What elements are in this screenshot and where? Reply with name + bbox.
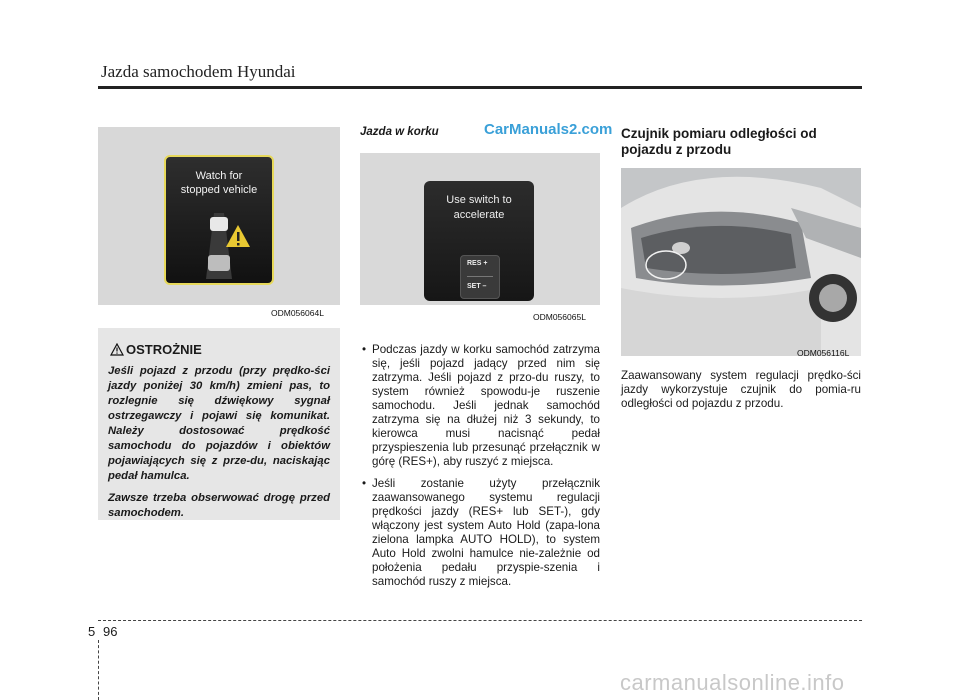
chapter-number: 5 <box>88 624 96 639</box>
body-paragraph: Zaawansowany system regulacji prędko-ści jazdy wykorzystuje czujnik do pomia-ru odległości od pojazdu z przodu. <box>621 369 861 410</box>
site-watermark: carmanualsonline.info <box>620 670 845 695</box>
header-rule <box>98 86 862 89</box>
list-item: • Podczas jazdy w korku samochód zatrzyma się, jeśli pojazd jadący przed nim się zatrzyma. Jeśli pojazd z przo-du ruszy, to system również spowodu-je ruszenie samochodu. Jeśli jednak samochód zatrzyma się na dłużej niż 3 sekundy, to kierowca musi nacisnąć pedał przyspieszenia lub przesunąć przełącznik w górę (RES+), aby ruszyć z miejsca. <box>360 343 600 469</box>
figure-stopped-vehicle <box>98 127 340 305</box>
footer-vertical-rule <box>98 640 99 700</box>
res-label: RES + <box>467 260 488 267</box>
cluster-screen <box>424 181 534 301</box>
vehicle-warning-icon <box>166 193 272 283</box>
figure-code: ODM056065L <box>533 312 586 322</box>
section-heading: Czujnik pomiaru odległości od pojazdu z przodu <box>621 126 817 157</box>
footer-rule <box>98 620 862 621</box>
watermark: CarManuals2.com <box>484 121 613 138</box>
figure-front-sensor <box>621 168 861 356</box>
cluster-screen-text: Watch for stopped vehicle <box>180 170 258 196</box>
warning-triangle-icon <box>110 343 124 356</box>
switch-divider <box>467 276 493 277</box>
figure-code: ODM056116L <box>797 348 850 358</box>
cluster-screen <box>164 155 274 285</box>
caution-body <box>108 364 330 528</box>
list-item: • Jeśli zostanie użyty przełącznik zaawansowanego systemu regulacji prędkości jazdy (RES+ lub SET-), gdy włączony jest system Auto Hold (zapa-lona zielona lampka AUTO HOLD), to system Auto Hold zwolni hamulce nie-zależnie od położenia pedału przyspie-szenia i samochód ruszy z miejsca. <box>360 477 600 589</box>
caution-paragraph: Zawsze trzeba obserwować drogę przed samochodem. <box>108 492 330 519</box>
figure-code: ODM056064L <box>271 308 324 318</box>
caution-heading: OSTROŻNIE <box>126 342 202 357</box>
res-set-switch-icon <box>460 255 500 299</box>
section-subheading: Jazda w korku <box>360 126 439 138</box>
car-front-illustration <box>621 168 861 356</box>
page-number: 96 <box>103 624 118 639</box>
bullet-list <box>360 343 600 597</box>
cluster-screen-text: Use switch to accelerate <box>446 194 512 221</box>
figure-accelerate-switch <box>360 153 600 305</box>
page-header-title: Jazda samochodem Hyundai <box>101 62 296 81</box>
set-label: SET – <box>467 283 487 290</box>
caution-box <box>98 328 340 520</box>
caution-paragraph: Jeśli pojazd z przodu (przy prędko-ści jazdy poniżej 30 km/h) zmieni pas, to rozlegnie się dźwiękowy sygnał ostrzegawczy i pojawi się komunikat. Należy dostosować prędkość samochodu do pojazdów i obiektów pojawiających się z prze-du, naciskając pedał hamulca. <box>108 365 330 482</box>
